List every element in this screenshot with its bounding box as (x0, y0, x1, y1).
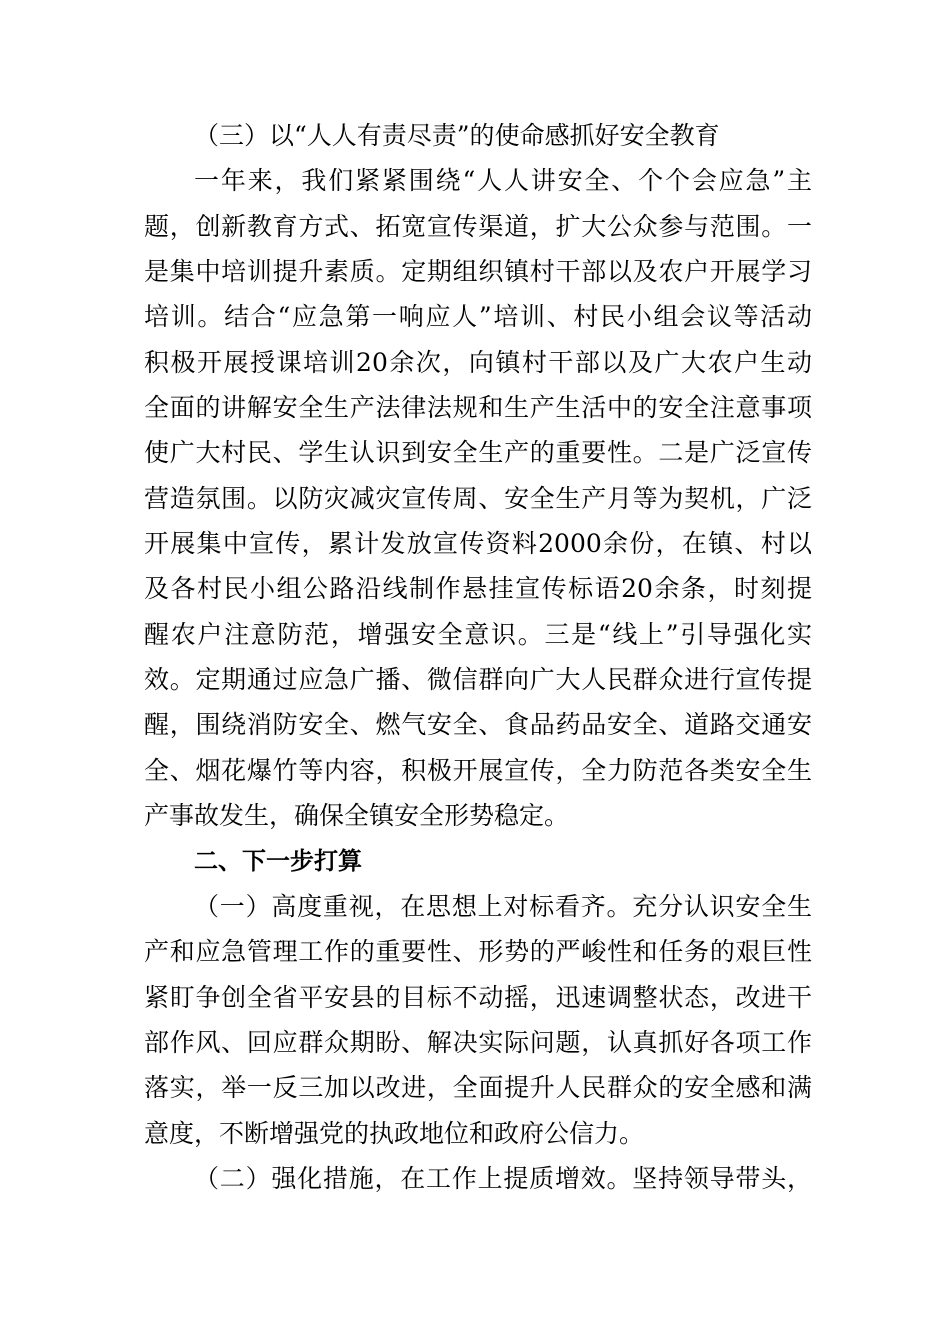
paragraph-line: 产事故发生，确保全镇安全形势稳定。 (144, 801, 570, 831)
paragraph-line: 积极开展授课培训20余次，向镇村干部以及广大农户生动 (144, 347, 812, 377)
paragraph-line: 全面的讲解安全生产法律法规和生产生活中的安全注意事项 (144, 393, 812, 423)
paragraph-line: （二）强化措施，在工作上提质增效。坚持领导带头， (194, 1163, 812, 1193)
paragraph-line: 培训。结合“应急第一响应人”培训、村民小组会议等活动 (144, 302, 812, 332)
paragraph-line: 是集中培训提升素质。定期组织镇村干部以及农户开展学习 (144, 257, 812, 287)
paragraph-line: 题，创新教育方式、拓宽宣传渠道，扩大公众参与范围。一 (144, 211, 812, 241)
paragraph-line: 一年来，我们紧紧围绕“人人讲安全、个个会应急”主 (194, 166, 812, 196)
document-body (144, 113, 812, 1201)
paragraph-line: 及各村民小组公路沿线制作悬挂宣传标语20余条，时刻提 (144, 574, 812, 604)
paragraph-line: 部作风、回应群众期盼、解决实际问题，认真抓好各项工作 (144, 1027, 812, 1057)
paragraph-line: 营造氛围。以防灾减灾宣传周、安全生产月等为契机，广泛 (144, 483, 812, 513)
paragraph-line: 效。定期通过应急广播、微信群向广大人民群众进行宣传提 (144, 665, 812, 695)
paragraph-line: 醒，围绕消防安全、燃气安全、食品药品安全、道路交通安 (144, 710, 812, 740)
paragraph-line: 产和应急管理工作的重要性、形势的严峻性和任务的艰巨性 (144, 937, 812, 967)
paragraph-safety-education (144, 158, 812, 838)
part-heading: 二、下一步打算 (194, 846, 362, 875)
paragraph-item-2 (144, 1156, 812, 1201)
paragraph-line: 全、烟花爆竹等内容，积极开展宣传，全力防范各类安全生 (144, 755, 812, 785)
paragraph-line: 醒农户注意防范，增强安全意识。三是“线上”引导强化实 (144, 619, 812, 649)
paragraph-line: （一）高度重视，在思想上对标看齐。充分认识安全生 (194, 891, 812, 921)
paragraph-line: 使广大村民、学生认识到安全生产的重要性。二是广泛宣传 (144, 438, 812, 468)
paragraph-line: 开展集中宣传，累计发放宣传资料2000余份，在镇、村以 (144, 529, 812, 559)
section-heading: （三）以“人人有责尽责”的使命感抓好安全教育 (194, 121, 720, 150)
paragraph-line: 落实，举一反三加以改进，全面提升人民群众的安全感和满 (144, 1073, 812, 1103)
paragraph-line: 紧盯争创全省平安县的目标不动摇，迅速调整状态，改进干 (144, 982, 812, 1012)
paragraph-item-1 (144, 884, 812, 1156)
paragraph-line: 意度，不断增强党的执政地位和政府公信力。 (144, 1118, 645, 1148)
